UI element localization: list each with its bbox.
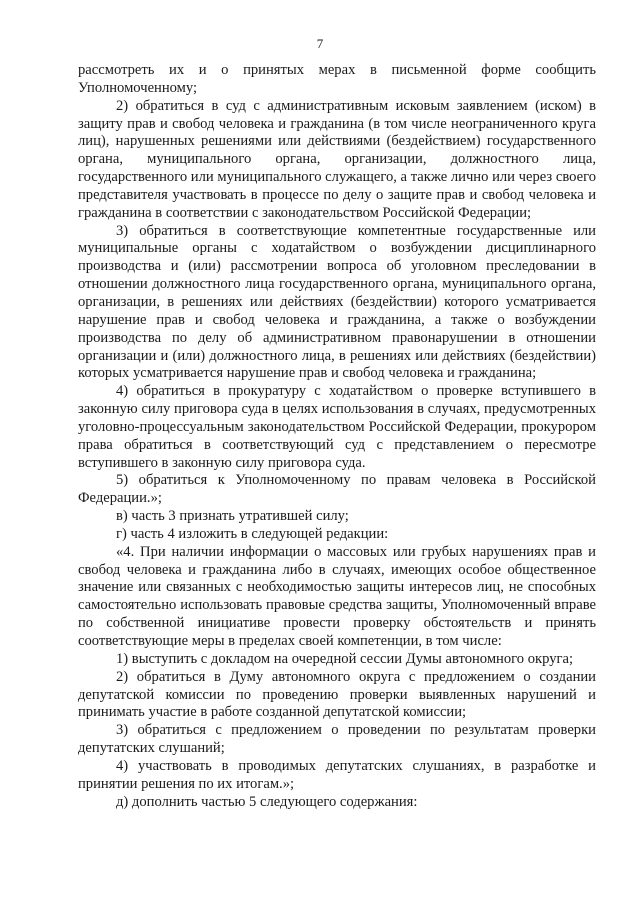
- paragraph: 4) участвовать в проводимых депутатских слушаниях, в разработке и принятии решения по их итогам.»;: [78, 757, 596, 792]
- document-body: [78, 62, 596, 811]
- paragraph: 2) обратиться в Думу автономного округа с предложением о создании депутатской комиссии по проведению проверки выявленных нарушений и принимать участие в работе созданной депутатской комиссии;: [78, 668, 596, 721]
- paragraph: «4. При наличии информации о массовых или грубых нарушениях прав и свобод человека и гражданина либо в случаях, имеющих особое общественное значение или связанных с необходимостью защиты интересов лиц, не способных самостоятельно использовать правовые средства защиты, Уполномоченный вправе по собственной инициативе провести проверку обстоятельств и принять соответствующие меры в пределах своей компетенции, в том числе:: [78, 543, 596, 649]
- paragraph: 2) обратиться в суд с административным исковым заявлением (иском) в защиту прав и свобод человека и гражданина (в том числе неограниченного круга лиц), нарушенных решениями или действиями (бездействием) государственного органа, муниципального органа, организации, должностного лица, государственного или муниципального служащего, а также лично или через своего представителя участвовать в процессе по делу о защите прав и свобод человека и гражданина в соответствии с законодательством Российской Федерации;: [78, 97, 596, 221]
- paragraph: г) часть 4 изложить в следующей редакции:: [116, 525, 389, 542]
- paragraph: в) часть 3 признать утратившей силу;: [116, 508, 349, 525]
- paragraph: 1) выступить с докладом на очередной сессии Думы автономного округа;: [116, 650, 574, 667]
- paragraph: рассмотреть их и о принятых мерах в письменной форме сообщить Уполномоченному;: [78, 62, 596, 96]
- paragraph: 4) обратиться в прокуратуру с ходатайством о проверке вступившего в законную силу приговора суда в целях использования в случаях, предусмотренных уголовно-процессуальным законодательством Российской Федерации, прокурором права обратиться в соответствующий суд с представлением о пересмотре вступившего в законную силу приговора суда.: [78, 383, 596, 471]
- paragraph: 5) обратиться к Уполномоченному по правам человека в Российской Федерации.»;: [78, 472, 596, 507]
- page-number: 7: [316, 36, 324, 51]
- paragraph: 3) обратиться в соответствующие компетентные государственные или муниципальные органы с ходатайством о возбуждении дисциплинарного производства и (или) рассмотрении вопроса об уголовном преследовании в отношении должностного лица государственного органа, муниципального органа, организации, в решениях или действиях (бездействии) которого усматривается нарушение прав и свобод человека и гражданина, а также о возбуждении производства по делу об административном правонарушении в отношении организации и (или) должностного лица, в решениях или действиях (бездействии) которых усматривается нарушение прав и свобод человека и гражданина;: [78, 222, 596, 382]
- paragraph: 3) обратиться с предложением о проведении по результатам проверки депутатских слушаний;: [78, 722, 596, 757]
- paragraph: д) дополнить частью 5 следующего содержания:: [116, 793, 418, 810]
